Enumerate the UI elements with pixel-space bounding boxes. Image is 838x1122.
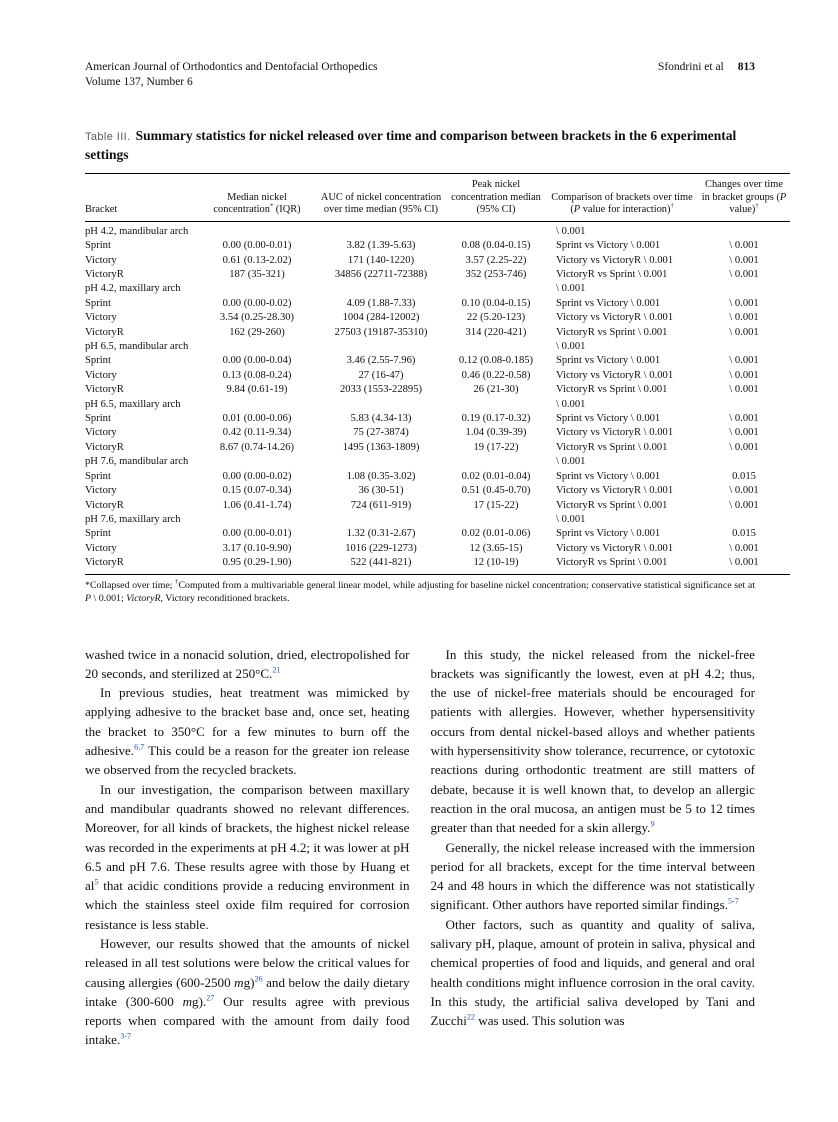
table-cell: \ 0.001 [729,369,759,381]
table-cell: 0.19 (0.17-0.32) [461,413,531,425]
table-row [85,527,790,541]
table-cell [198,340,316,354]
table-footnote: *Collapsed over time; †Computed from a multivariable general linear model, while adjusting for baseline nickel concentration; conservative statistical significance set at P \ 0.001; VictoryR, Victory reconditioned brackets. [85,579,755,604]
table-cell [316,340,446,354]
table-cell: \ 0.001 [729,441,759,453]
table-cell: 0.08 (0.04-0.15) [461,240,531,252]
table-cell [316,455,446,469]
table-cell: 0.02 (0.01-0.04) [461,470,531,482]
table-cell: 314 (220-421) [465,326,527,338]
table-cell: pH 4.2, mandibular arch [85,225,189,237]
table-cell: 75 (27-3874) [353,427,409,439]
table-row [85,268,790,282]
table-cell: Victory [85,369,117,381]
table-cell: 1.04 (0.39-39) [465,427,527,439]
table-cell: \ 0.001 [729,355,759,367]
table-cell: 0.46 (0.22-0.58) [461,369,531,381]
body-paragraph: washed twice in a nonacid solution, dried, electropolished for 20 seconds, and sterilized at 250°C.$^{21}$ [85,646,410,681]
table-cell: pH 6.5, maxillary arch [85,398,181,410]
table-cell: 27 (16-47) [358,369,404,381]
text-column-left [85,645,410,1050]
table-cell: VictoryR vs Sprint \ 0.001 [556,499,668,511]
table-cell: \ 0.001 [729,269,759,280]
table-cell [198,455,316,469]
table-group-row [85,340,790,354]
citation-link[interactable]: 9 [650,819,655,829]
table-cell [316,221,446,239]
citation-link[interactable]: 27 [206,993,215,1003]
table-cell: 0.15 (0.07-0.34) [222,485,292,497]
table-cell: Sprint [85,355,111,367]
table-cell: Sprint [85,240,111,252]
table-cell: 0.00 (0.00-0.01) [222,528,292,540]
table-cell: \ 0.001 [729,499,759,511]
table-row [85,383,790,397]
table-cell [446,455,546,469]
table-head [85,174,790,222]
table-cell: 34856 (22711-72388) [334,269,428,280]
table-cell: 4.09 (1.88-7.33) [346,297,416,309]
table-cell: 0.02 (0.01-0.06) [461,528,531,540]
column-header: AUC of nickel concentration over time median (95% CI) [316,174,446,222]
citation-link[interactable]: 3-7 [120,1032,132,1042]
table-cell: 36 (30-51) [358,485,404,497]
table-cell: VictoryR [85,384,124,396]
authors: Sfondrini et al [657,61,724,73]
table-cell: Victory vs VictoryR \ 0.001 [556,485,674,497]
table-row [85,556,790,574]
table-cell: \ 0.001 [556,456,586,468]
table-cell: Sprint [85,413,111,425]
table-group-row [85,221,790,239]
table-cell: Sprint vs Victory \ 0.001 [556,528,661,540]
table-cell: \ 0.001 [729,557,759,569]
table-row [85,254,790,268]
table-cell: 17 (15-22) [473,499,519,511]
table-cell: Victory vs VictoryR \ 0.001 [556,369,674,381]
table-cell [698,282,790,296]
journal-issue: Volume 137, Number 6 [85,76,193,88]
table-cell: Victory [85,427,117,439]
table-cell: \ 0.001 [729,384,759,396]
footnote-marker: * [269,202,274,210]
table-cell: 27503 (19187-35310) [334,326,428,338]
footnote-marker: † [755,202,759,210]
text-column-right [431,645,756,1050]
table-row [85,542,790,556]
table-cell [316,282,446,296]
table-cell: 22 (5.20-123) [466,312,526,324]
table-cell: Victory vs VictoryR \ 0.001 [556,254,674,266]
table-row [85,470,790,484]
table-row [85,499,790,513]
table-cell: 724 (611-919) [350,499,412,511]
table-cell [446,398,546,412]
table-cell: Victory [85,542,117,554]
table-cell: 3.46 (2.55-7.96) [346,355,416,367]
table-cell [198,282,316,296]
table-cell: \ 0.001 [556,225,586,237]
italic-term: P [779,191,787,203]
table-cell: Victory vs VictoryR \ 0.001 [556,312,674,324]
table-cell: VictoryR vs Sprint \ 0.001 [556,557,668,569]
table-cell: 0.00 (0.00-0.01) [222,240,292,252]
table-cell: Sprint [85,297,111,309]
article-body [85,645,755,1050]
citation-link[interactable]: 26 [254,974,263,984]
table-cell: 8.67 (0.74-14.26) [219,441,295,453]
table-cell: 0.13 (0.08-0.24) [222,369,292,381]
table-cell: 12 (10-19) [473,557,519,569]
table-cell: 187 (35-321) [229,269,285,280]
table-cell: 1.06 (0.41-1.74) [222,499,292,511]
table-cell: 1.32 (0.31-2.67) [346,528,416,540]
table-cell: 1.08 (0.35-3.02) [346,470,416,482]
table-cell: Sprint vs Victory \ 0.001 [556,355,661,367]
table-body [85,221,790,574]
italic-term: P [85,592,92,604]
italic-term: m [234,974,244,990]
table-cell [316,398,446,412]
table-group-row [85,455,790,469]
table-cell: pH 6.5, mandibular arch [85,341,189,353]
table-cell: \ 0.001 [556,341,586,353]
table-cell: 3.54 (0.25-28.30) [219,312,295,324]
table-cell: 3.17 (0.10-9.90) [222,542,292,554]
table-cell: 0.00 (0.00-0.04) [222,355,292,367]
citation-link[interactable]: 21 [272,665,281,675]
table-cell: \ 0.001 [729,297,759,309]
table-cell: 19 (17-22) [473,441,519,453]
table-cell: 3.57 (2.25-22) [465,254,527,266]
table-cell [698,221,790,239]
table-group-row [85,513,790,527]
citation-link[interactable]: 6,7 [134,742,145,752]
table-cell: 0.01 (0.00-0.06) [222,413,292,425]
table-cell [316,513,446,527]
table-cell: \ 0.001 [729,485,759,497]
page-number: 813 [737,61,755,73]
table-cell: \ 0.001 [729,427,759,439]
table-cell [446,513,546,527]
footnote-marker: † [175,579,179,586]
table-cell: \ 0.001 [729,254,759,266]
table-row [85,326,790,340]
table-cell: 1016 (229-1273) [345,542,417,554]
table-cell: \ 0.001 [729,413,759,425]
table-cell: VictoryR [85,499,124,511]
table-cell: \ 0.001 [729,312,759,324]
table-cell: Sprint vs Victory \ 0.001 [556,297,661,309]
table-cell: Victory [85,485,117,497]
table-group-row [85,282,790,296]
table-cell [446,221,546,239]
citation-link[interactable]: 22 [466,1012,475,1022]
table-cell: Sprint [85,470,111,482]
table-cell: pH 7.6, maxillary arch [85,513,181,525]
table-cell [446,282,546,296]
table-cell: Sprint vs Victory \ 0.001 [556,470,661,482]
table-cell: 522 (441-821) [350,557,412,569]
table-label: Table III. [85,131,131,143]
table-cell: 0.61 (0.13-2.02) [222,254,292,266]
table-cell: \ 0.001 [556,398,586,410]
table-cell: 9.84 (0.61-19) [226,384,288,396]
journal-title: American Journal of Orthodontics and Dentofacial Orthopedics [85,61,378,73]
citation-link[interactable]: 5 [94,877,99,887]
table-cell [698,340,790,354]
table-cell: Sprint vs Victory \ 0.001 [556,413,661,425]
table-caption [85,127,755,164]
italic-term: P [573,204,581,216]
table-cell: 12 (3.65-15) [469,542,523,554]
table-cell: VictoryR [85,326,124,338]
table-cell: pH 4.2, maxillary arch [85,283,181,295]
table-cell: VictoryR [85,269,124,280]
running-head-left [85,60,378,90]
table-cell: 0.00 (0.00-0.02) [222,297,292,309]
body-paragraph: Other factors, such as quantity and quality of saliva, salivary pH, plaque, amount of protein in saliva, physical and chemical properties of food and liquids, and general and oral health conditions might influence corrosion in the oral cavity. In this study, the artificial saliva developed by Tani and Zucchi$^{22}$ was used. This solution was [430,916,755,1029]
table-cell: \ 0.001 [729,326,759,338]
table-cell: 1495 (1363-1809) [342,441,420,453]
table-cell: 5.83 (4.34-13) [350,413,412,425]
running-head [85,60,755,90]
table-cell: 162 (29-260) [229,326,285,338]
table-header-row [85,174,790,222]
table-cell: 1004 (284-12002) [342,312,420,324]
citation-link[interactable]: 5-7 [727,897,739,907]
table-cell: Sprint [85,528,111,540]
table-cell: 2033 (1553-22895) [339,384,423,396]
running-head-right [658,60,755,75]
table-cell [198,513,316,527]
table-cell: 0.015 [732,470,756,482]
table-cell: pH 7.6, mandibular arch [85,456,189,468]
footnote-marker: † [670,202,674,210]
body-paragraph: In previous studies, heat treatment was mimicked by applying adhesive to the bracket base and, once set, heating the bracket to 350°C for a few minutes to burn off the adhesive.$^{6,7}$ This could be a reason for the greater ion release we observed from the recycled brackets. [85,685,410,778]
table-cell: Victory [85,254,117,266]
table-cell: 0.10 (0.04-0.15) [461,297,531,309]
table-cell: \ 0.001 [729,240,759,252]
table-cell: 0.00 (0.00-0.02) [222,470,292,482]
body-paragraph: Generally, the nickel release increased with the immersion period for all brackets, except for the time interval between 24 and 48 hours in which the difference was not statistically significant. Other authors have reported similar findings.$^{5-7}$ [430,839,755,913]
table-cell: 171 (140-1220) [347,254,415,266]
body-paragraph: In our investigation, the comparison between maxillary and mandibular quadrants showed no relevant differences. Moreover, for all kinds of brackets, the highest nickel release was recorded in the experiments at pH 4.2; it was lower at pH 6.5 and pH 7.6. These results agree with those by Huang et al$^5$ that acidic conditions provide a reducing environment in which the stainless steel oxide film required for corrosion resistance is less stable. [85,781,410,932]
summary-table [85,173,790,575]
table-cell: 0.51 (0.45-0.70) [461,485,531,497]
table-cell: 0.95 (0.29-1.90) [222,557,292,569]
table-cell [446,340,546,354]
column-header: Median nickel concentration* (IQR) [198,174,316,222]
table-cell: VictoryR vs Sprint \ 0.001 [556,384,668,396]
body-paragraph: In this study, the nickel released from the nickel-free brackets was significantly the lowest, even at pH 4.2; thus, the use of nickel-free materials should be encouraged for patients with allergies. However, whether hypersensitivity occurs from dental nickel-based alloys and whether patients with hypersensitivity show tolerance, recurrence, or cytotoxic reactions during orthodontic treatment are still matters of debate, because it is well known that, to develop an allergic reaction in the oral mucosa, an antigen must be 5 to 12 times greater than that needed for a skin allergy.$^9$ [430,646,755,836]
table-cell: VictoryR [85,441,124,453]
table-cell: \ 0.001 [556,513,586,525]
table-row [85,297,790,311]
table-cell: 0.015 [732,528,756,540]
table-cell: \ 0.001 [556,283,586,295]
table-cell: 3.82 (1.39-5.63) [346,240,416,252]
table-cell: \ 0.001 [729,542,759,554]
table-row [85,412,790,426]
column-header: Comparison of brackets over time (P value for interaction)† [546,174,698,222]
table-row [85,426,790,440]
column-header: Bracket [85,174,198,222]
table-cell [698,513,790,527]
table-cell [198,398,316,412]
table-cell: 0.12 (0.08-0.185) [458,355,534,367]
column-header: Peak nickel concentration median (95% CI) [446,174,546,222]
table-cell: Victory vs VictoryR \ 0.001 [556,542,674,554]
table-row [85,484,790,498]
table-cell: 26 (21-30) [473,384,519,396]
table-cell: VictoryR [85,557,124,569]
table-cell: Victory [85,312,117,324]
table-cell: VictoryR vs Sprint \ 0.001 [556,326,668,338]
table-cell: VictoryR vs Sprint \ 0.001 [556,441,668,453]
table-cell [698,398,790,412]
table-row [85,354,790,368]
table-cell: 0.42 (0.11-9.34) [222,427,292,439]
table-cell [698,455,790,469]
table-cell: VictoryR vs Sprint \ 0.001 [556,269,668,280]
table-cell: 352 (253-746) [465,269,527,280]
column-header: Changes over time in bracket groups (P value)† [698,174,790,222]
table-caption-text: Summary statistics for nickel released over time and comparison between brackets in the 6 experimental settings [85,128,737,162]
table-row [85,369,790,383]
table-row [85,441,790,455]
italic-term: VictoryR [126,592,161,604]
table-cell: Victory vs VictoryR \ 0.001 [556,427,674,439]
table-row [85,311,790,325]
table-group-row [85,398,790,412]
body-paragraph: However, our results showed that the amounts of nickel released in all test solutions were below the critical values for causing allergies (600-2500 mg)$^{26}$ and below the daily dietary intake (300-600 mg).$^{27}$ Our results agree with previous reports when compared with the amount from daily food intake.$^{3-7}$ [85,935,410,1048]
table-cell: Sprint vs Victory \ 0.001 [556,240,661,252]
italic-term: m [182,993,193,1009]
table-cell [198,221,316,239]
table-row [85,239,790,253]
